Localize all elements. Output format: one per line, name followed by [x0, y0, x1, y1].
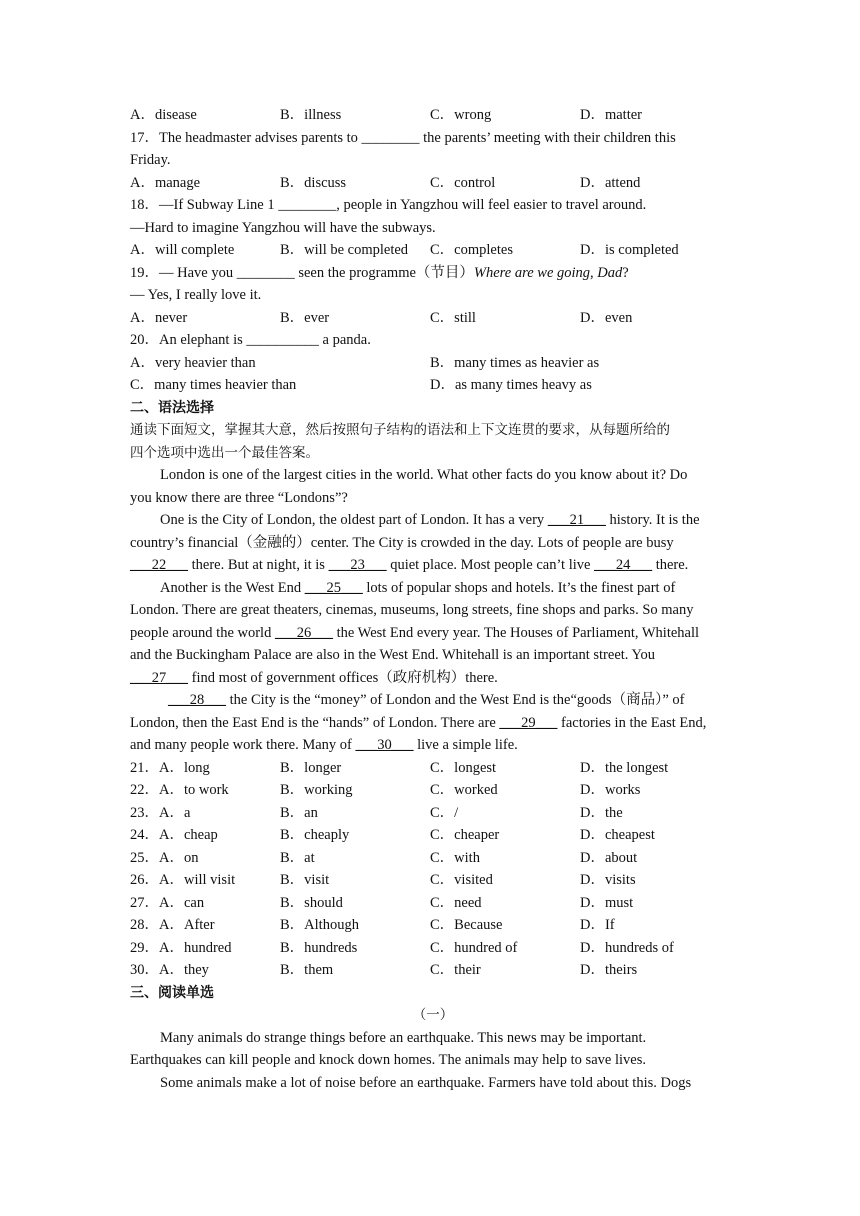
- blank-30: ___30___: [355, 737, 414, 753]
- options-24: [130, 824, 736, 847]
- option-b: B．will be completed: [280, 242, 409, 258]
- option-a: 28．A．After: [130, 917, 215, 933]
- option-a: A．manage: [130, 174, 201, 191]
- reading-line: Many animals do strange things before an earthquake. This news may be important.: [160, 1029, 647, 1046]
- passage-text: people around the world: [130, 624, 275, 641]
- passage-text: the West End every year. The Houses of Parliament, Whitehall: [332, 624, 700, 641]
- q18-stem-cont: —Hard to imagine Yangzhou will have the subways.: [130, 219, 436, 236]
- options-29: [130, 937, 736, 960]
- blank-21: ___21___: [547, 512, 606, 528]
- option-d: D．works: [580, 782, 641, 798]
- q19-answer: — Yes, I really love it.: [130, 287, 262, 303]
- option-d: D．is completed: [580, 242, 679, 258]
- option-a: 30．A．they: [130, 962, 209, 978]
- option-b: B．illness: [280, 107, 342, 123]
- q17-stem-cont: Friday.: [130, 152, 171, 168]
- passage-text: find most of government offices（政府机构）there.: [188, 669, 498, 686]
- options-21: [130, 757, 736, 780]
- option-b: B．cheaply: [280, 827, 350, 843]
- options-23: [130, 802, 736, 825]
- q19-stem-qmark: ?: [622, 264, 629, 281]
- section-title-reading: 三、阅读单选: [130, 984, 214, 1001]
- option-d: D．cheapest: [580, 827, 655, 843]
- passage-line: [130, 667, 736, 690]
- option-a: 24．A．cheap: [130, 827, 218, 843]
- option-a: 27．A．can: [130, 894, 205, 911]
- blank-22: ___22___: [130, 557, 188, 573]
- passage-line: [130, 554, 736, 577]
- option-d: D．must: [580, 894, 634, 911]
- q18-stem: 18．—If Subway Line 1 ________, people in Yangzhou will feel easier to travel around.: [130, 197, 647, 213]
- options-30: [130, 959, 736, 982]
- option-c: C．hundred of: [430, 939, 518, 956]
- q16-options: [130, 104, 736, 127]
- passage-text: lots of popular shops and hotels. It’s the finest part of: [362, 579, 676, 596]
- blank-28: ___28___: [168, 692, 226, 708]
- passage-text: London, then the East End is the “hands” of London. There are: [130, 714, 500, 731]
- blank-27: ___27___: [130, 669, 188, 686]
- reading-line: Some animals make a lot of noise before an earthquake. Farmers have told about this. Dogs: [160, 1074, 692, 1091]
- blank-26: ___26___: [274, 624, 333, 641]
- passage-line: you know there are three “Londons”?: [130, 489, 348, 506]
- option-b: B．an: [280, 804, 318, 821]
- option-b: B．hundreds: [280, 939, 358, 956]
- passage-text: Another is the West End: [160, 579, 305, 596]
- option-d: D．the: [580, 804, 623, 821]
- option-b: B．Although: [280, 917, 359, 933]
- option-d: D．visits: [580, 872, 636, 888]
- passage-text: quiet place. Most people can’t live: [386, 557, 595, 573]
- exam-page: [130, 104, 736, 1094]
- option-a: A．never: [130, 309, 188, 326]
- passage-line: [130, 622, 736, 645]
- q19-stem-comma: ,: [590, 264, 598, 281]
- option-d: D．If: [580, 917, 615, 933]
- option-b: B．many times as heavier as: [430, 354, 600, 371]
- option-c: C．/: [430, 804, 459, 821]
- q20-options-ab: [130, 352, 736, 375]
- option-c: C．cheaper: [430, 827, 500, 843]
- options-25: [130, 847, 736, 870]
- q19-options: [130, 307, 736, 330]
- section-instructions: 通读下面短文，掌握其大意，然后按照句子结构的语法和上下文连贯的要求，从每题所给的: [130, 422, 670, 438]
- option-d: D．even: [580, 309, 633, 326]
- option-b: B．them: [280, 962, 334, 978]
- programme-title: Where are we going: [473, 264, 591, 281]
- q17-stem: 17．The headmaster advises parents to ________ the parents’ meeting with their children this: [130, 129, 676, 146]
- passage-line: [130, 509, 736, 532]
- option-b: B．working: [280, 782, 353, 798]
- option-c: C．visited: [430, 872, 493, 888]
- passage-line: country’s financial（金融的）center. The City is crowded in the day. Lots of people are busy: [130, 534, 674, 551]
- option-a: 29．A．hundred: [130, 939, 232, 956]
- option-b: B．ever: [280, 309, 330, 326]
- q20-options-cd: [130, 374, 736, 397]
- option-c: C．Because: [430, 917, 503, 933]
- option-d: D．matter: [580, 107, 643, 123]
- passage-line: London. There are great theaters, cinemas, museums, long streets, fine shops and parks. So many: [130, 602, 694, 618]
- blank-29: ___29___: [499, 714, 558, 731]
- q19-stem-text: 19．— Have you ________ seen the programme（节目）: [130, 264, 474, 281]
- passage-text: live a simple life.: [413, 737, 518, 753]
- option-d: D．as many times heavy as: [430, 377, 592, 393]
- option-a: A．very heavier than: [130, 354, 256, 371]
- passage-text: there. But at night, it is: [188, 557, 329, 573]
- q18-options: [130, 239, 736, 262]
- option-b: B．at: [280, 849, 315, 866]
- option-c: C．worked: [430, 782, 498, 798]
- option-c: C．their: [430, 962, 481, 978]
- q20-stem: 20．An elephant is __________ a panda.: [130, 332, 371, 348]
- q17-options: [130, 172, 736, 195]
- blank-23: ___23___: [328, 557, 387, 573]
- blank-24: ___24___: [594, 557, 653, 573]
- option-b: B．should: [280, 894, 343, 911]
- option-b: B．discuss: [280, 174, 347, 191]
- passage-text: the City is the “money” of London and the West End is the“goods（商品）” of: [226, 692, 685, 708]
- section-title-grammar: 二、语法选择: [130, 399, 214, 416]
- passage-text: history. It is the: [605, 512, 700, 528]
- option-d: D．about: [580, 849, 638, 866]
- passage-line: [130, 712, 736, 735]
- passage-text: factories in the East End,: [557, 714, 707, 731]
- option-a: 21．A．long: [130, 759, 210, 776]
- passage-text: there.: [652, 557, 689, 573]
- reading-line: Earthquakes can kill people and knock down homes. The animals may help to save lives.: [130, 1052, 646, 1068]
- passage-text: One is the City of London, the oldest part of London. It has a very: [160, 512, 548, 528]
- option-c: C．longest: [430, 759, 497, 776]
- option-c: C．many times heavier than: [130, 377, 297, 393]
- option-a: 23．A．a: [130, 804, 191, 821]
- option-d: D．theirs: [580, 962, 638, 978]
- option-b: B．visit: [280, 872, 330, 888]
- passage-number: （一）: [412, 1007, 454, 1023]
- option-a: A．will complete: [130, 242, 235, 258]
- option-a: A．disease: [130, 107, 197, 123]
- option-a: 25．A．on: [130, 849, 199, 866]
- passage-line: [130, 577, 736, 600]
- option-c: C．wrong: [430, 107, 492, 123]
- option-d: D．the longest: [580, 759, 669, 776]
- options-27: [130, 892, 736, 915]
- option-c: C．still: [430, 309, 476, 326]
- programme-title-dad: Dad: [597, 264, 623, 281]
- passage-line: [130, 689, 736, 712]
- option-a: 22．A．to work: [130, 782, 229, 798]
- option-c: C．with: [430, 849, 480, 866]
- option-c: C．need: [430, 894, 482, 911]
- passage-line: and the Buckingham Palace are also in the West End. Whitehall is an important street. You: [130, 647, 656, 663]
- option-c: C．control: [430, 174, 496, 191]
- q19-stem: [130, 262, 736, 285]
- option-a: 26．A．will visit: [130, 872, 236, 888]
- option-d: D．attend: [580, 174, 641, 191]
- options-26: [130, 869, 736, 892]
- passage-line: [130, 734, 736, 757]
- passage-text: and many people work there. Many of: [130, 737, 356, 753]
- options-22: [130, 779, 736, 802]
- section-instructions-cont: 四个选项中选出一个最佳答案。: [130, 444, 319, 461]
- options-28: [130, 914, 736, 937]
- option-b: B．longer: [280, 759, 342, 776]
- option-d: D．hundreds of: [580, 939, 674, 956]
- blank-25: ___25___: [304, 579, 363, 596]
- option-c: C．completes: [430, 242, 513, 258]
- passage-line: London is one of the largest cities in the world. What other facts do you know about it? Do: [160, 467, 688, 483]
